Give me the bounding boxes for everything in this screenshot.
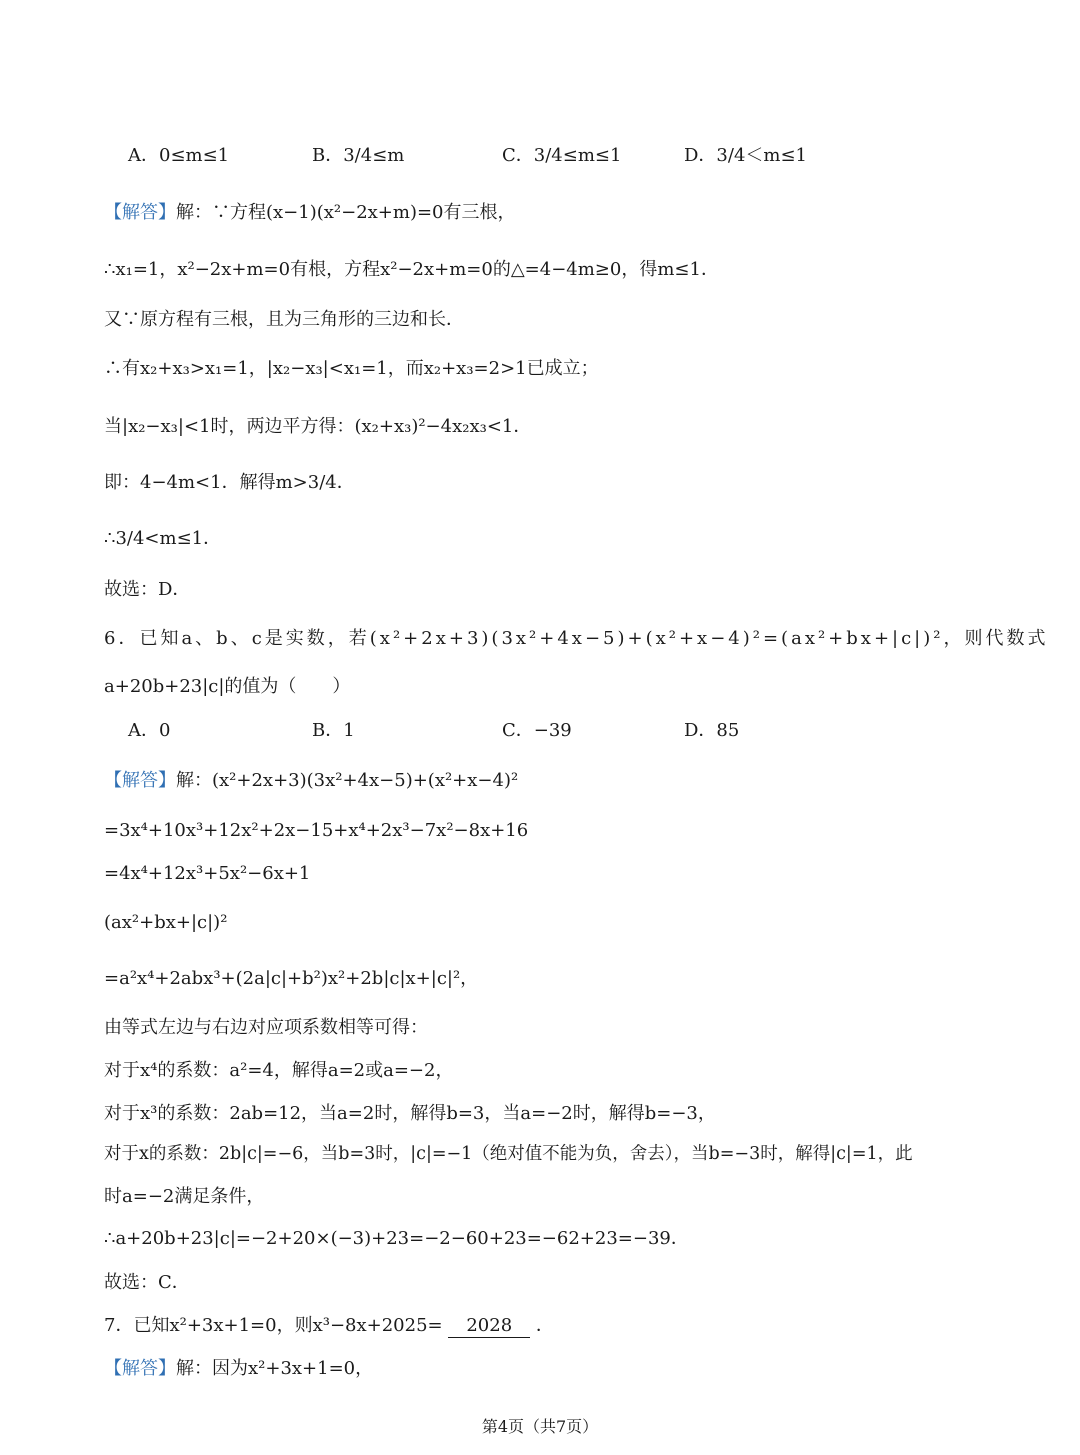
- q5-option-a: A．0≤m≤1: [128, 145, 230, 166]
- q7-stem-text: 7．已知x²+3x+1=0，则x³−8x+2025=: [104, 1315, 443, 1336]
- q7-stem: [104, 1313, 554, 1339]
- q5-solution-text: 解：∵方程(x−1)(x²−2x+m)=0有三根，: [176, 202, 516, 223]
- q5-option-c: C．3/4≤m≤1: [502, 145, 622, 166]
- q6-option-a: A．0: [128, 720, 171, 741]
- q6-solution-line: =4x⁴+12x³+5x²−6x+1: [104, 863, 311, 884]
- q6-solution-line: =3x⁴+10x³+12x²+2x−15+x⁴+2x³−7x²−8x+16: [104, 820, 529, 841]
- q5-solution-line: ∴有x₂+x₃>x₁=1，|x₂−x₃|<x₁=1，而x₂+x₃=2>1已成立；: [104, 358, 599, 379]
- q6-solution-line: (ax²+bx+|c|)²: [104, 912, 228, 933]
- q5-option-b: B．3/4≤m: [312, 145, 405, 166]
- q6-solution-line: ∴a+20b+23|c|=−2+20×(−3)+23=−2−60+23=−62+23=−39．: [104, 1228, 689, 1249]
- q6-option-c: C．−39: [502, 720, 572, 741]
- q6-stem-continued: a+20b+23|c|的值为（ ）: [104, 676, 351, 697]
- q5-solution-line: 又∵原方程有三根，且为三角形的三边和长．: [104, 309, 464, 330]
- q6-answer-tag: 【解答】: [104, 770, 176, 791]
- page-number-footer: 第4页（共7页）: [481, 1417, 599, 1436]
- q6-solution-line: 对于x³的系数：2ab=12，当a=2时，解得b=3，当a=−2时，解得b=−3，: [104, 1103, 716, 1124]
- q7-solution-line: [104, 1356, 373, 1382]
- q6-solution-line: [104, 768, 518, 794]
- q7-stem-end: ．: [535, 1315, 554, 1336]
- q7-answer-tag: 【解答】: [104, 1358, 176, 1379]
- q6-solution-line: 对于x的系数：2b|c|=−6，当b=3时，|c|=−1（绝对值不能为负，舍去），当b=−3时，解得|c|=1，此: [104, 1144, 913, 1164]
- q6-stem: 6．已知a、b、c是实数，若(x²+2x+3)(3x²+4x−5)+(x²+x−4)²=(ax²+bx+|c|)²，则代数式: [104, 628, 1049, 649]
- q5-solution-line: ∴x₁=1，x²−2x+m=0有根，方程x²−2x+m=0的△=4−4m≥0，得m≤1．: [104, 259, 719, 280]
- q5-solution-line: ∴3/4<m≤1．: [104, 528, 222, 549]
- q5-option-d: D．3/4＜m≤1: [684, 145, 808, 166]
- q5-solution-line: 当|x₂−x₃|<1时，两边平方得：(x₂+x₃)²−4x₂x₃<1．: [104, 416, 532, 437]
- q5-conclusion: 故选：D．: [104, 579, 191, 600]
- q6-option-d: D．85: [684, 720, 740, 741]
- q6-solution-line: 时a=−2满足条件，: [104, 1186, 265, 1207]
- q5-solution-line: 即：4−4m<1．解得m>3/4．: [104, 472, 355, 493]
- q6-solution-text: 解：(x²+2x+3)(3x²+4x−5)+(x²+x−4)²: [176, 770, 519, 791]
- q6-solution-line: 由等式左边与右边对应项系数相等可得：: [104, 1017, 428, 1038]
- q5-solution-line: [104, 200, 516, 226]
- q7-solution-text: 解：因为x²+3x+1=0，: [176, 1358, 374, 1379]
- q7-answer-blank: 2028: [448, 1315, 530, 1338]
- q6-option-b: B．1: [312, 720, 355, 741]
- q6-solution-line: 对于x⁴的系数：a²=4，解得a=2或a=−2，: [104, 1060, 454, 1081]
- q6-conclusion: 故选：C．: [104, 1272, 190, 1293]
- q5-answer-tag: 【解答】: [104, 202, 176, 223]
- q6-solution-line: =a²x⁴+2abx³+(2a|c|+b²)x²+2b|c|x+|c|²，: [104, 968, 479, 989]
